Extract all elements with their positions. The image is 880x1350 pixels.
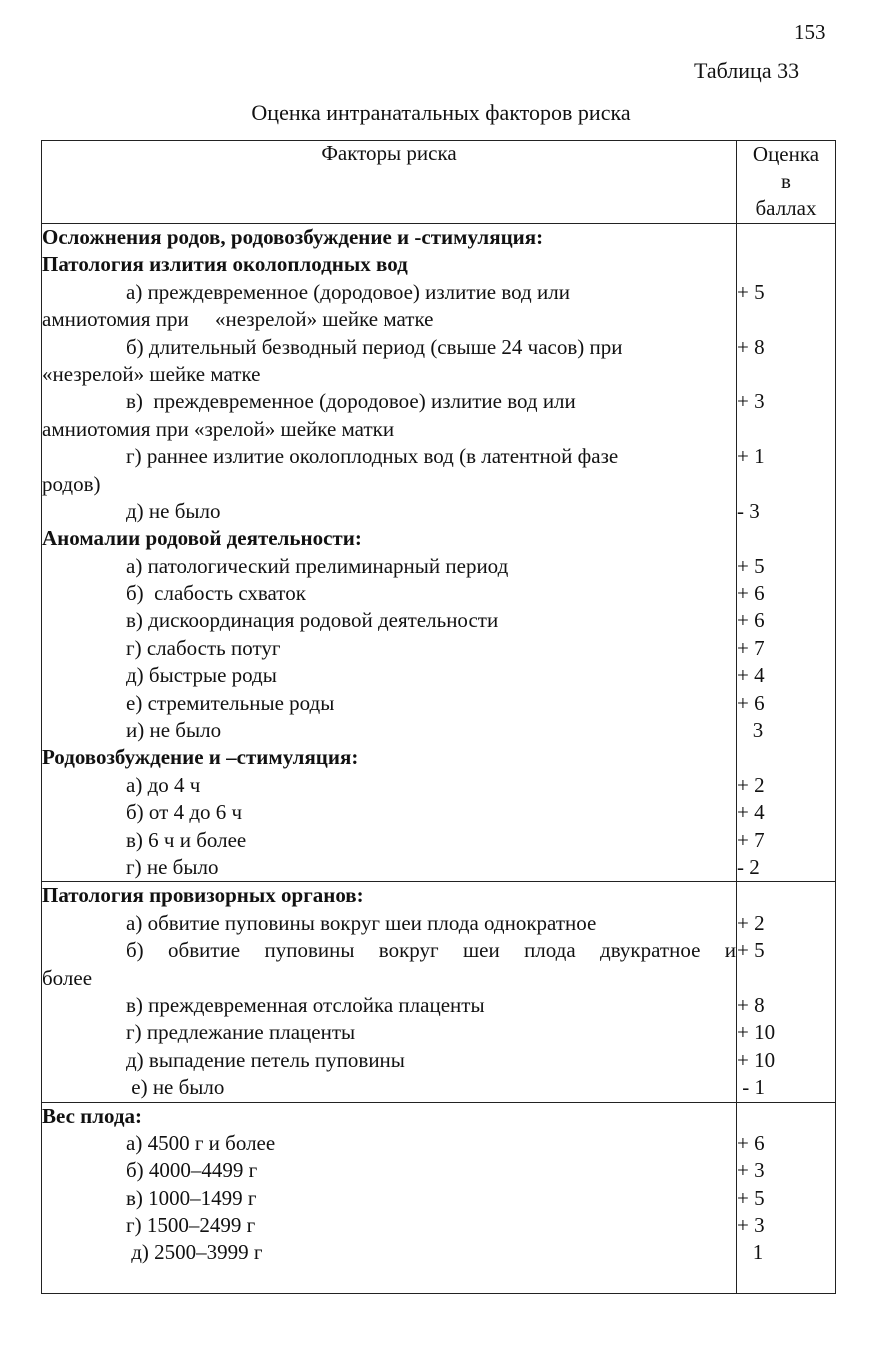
score-value xyxy=(737,416,835,443)
factor-line: г) не было xyxy=(126,854,219,879)
score-value: + 2 xyxy=(737,910,765,935)
factor-line: а) патологический прелиминарный период xyxy=(126,553,509,578)
factor-line: а) обвитие пуповины вокруг шеи плода однократное xyxy=(126,910,597,935)
score-value: + 5 xyxy=(737,279,765,304)
factor-line: амниотомия при «зрелой» шейке матки xyxy=(42,416,395,441)
score-value xyxy=(737,965,835,992)
score-value: + 5 xyxy=(737,938,765,963)
header-factors: Факторы риска xyxy=(42,141,737,224)
score-value: + 5 xyxy=(737,553,765,578)
factor-line: д) 2500–3999 г xyxy=(126,1240,263,1265)
factor-line: г) предлежание плаценты xyxy=(126,1020,356,1045)
score-value: + 7 xyxy=(737,635,765,660)
scores-cell xyxy=(737,1102,836,1293)
factor-line: более xyxy=(42,965,93,990)
score-value: + 7 xyxy=(737,827,765,852)
score-value xyxy=(737,471,835,498)
score-value: + 3 xyxy=(737,389,765,414)
factor-line: родов) xyxy=(42,471,101,496)
factor-line: и) не было xyxy=(126,718,222,743)
score-value: + 10 xyxy=(737,1020,776,1045)
factor-line: в) преждевременное (дородовое) излитие вод или xyxy=(126,389,576,414)
page-number: 153 xyxy=(794,20,826,44)
score-value: 1 xyxy=(737,1240,764,1265)
score-value: - 2 xyxy=(737,854,760,879)
factor-line: в) 6 ч и более xyxy=(126,827,247,852)
scores-cell xyxy=(737,224,836,882)
risk-factors-table xyxy=(41,140,836,1294)
factor-line: б) 4000–4499 г xyxy=(126,1158,258,1183)
header-score xyxy=(737,141,836,224)
factor-line: «незрелой» шейке матке xyxy=(42,361,261,386)
factor-line: б) длительный безводный период (свыше 24 часов) при xyxy=(126,334,623,359)
score-value: + 8 xyxy=(737,334,765,359)
score-value: - 3 xyxy=(737,498,760,523)
header-score-line: баллах xyxy=(755,196,817,220)
header-score-line: Оценка xyxy=(752,142,820,166)
factor-line: а) 4500 г и более xyxy=(126,1130,276,1155)
section-heading: Вес плода: xyxy=(42,1103,143,1128)
score-value xyxy=(737,744,835,771)
score-value: 3 xyxy=(737,718,764,743)
factor-line: а) преждевременное (дородовое) излитие вод или xyxy=(126,279,570,304)
factor-line: в) преждевременная отслойка плаценты xyxy=(126,992,485,1017)
score-value xyxy=(737,361,835,388)
score-value xyxy=(737,251,835,278)
score-value xyxy=(737,525,835,552)
section-row xyxy=(42,882,836,1102)
table-header-row xyxy=(42,141,836,224)
page-title: Оценка интранатальных факторов риска xyxy=(251,100,631,125)
factor-line: е) не было xyxy=(126,1075,225,1100)
section-row xyxy=(42,1102,836,1293)
factor-line: е) стремительные роды xyxy=(126,690,335,715)
section-row xyxy=(42,224,836,882)
section-heading: Родовозбуждение и –стимуляция: xyxy=(42,745,359,770)
factor-line: а) до 4 ч xyxy=(126,772,201,797)
score-value xyxy=(737,224,835,251)
factor-line: б) слабость схваток xyxy=(126,581,306,606)
factors-cell xyxy=(42,1102,737,1293)
factors-cell xyxy=(42,882,737,1102)
score-value: + 3 xyxy=(737,1213,765,1238)
score-value xyxy=(737,882,835,909)
score-value: + 3 xyxy=(737,1158,765,1183)
factors-cell xyxy=(42,224,737,882)
factor-line: д) быстрые роды xyxy=(126,663,277,688)
score-value: + 4 xyxy=(737,800,765,825)
section-heading: Аномалии родовой деятельности: xyxy=(42,526,362,551)
factor-line: б) от 4 до 6 ч xyxy=(126,800,243,825)
score-value: + 6 xyxy=(737,1130,765,1155)
scores-cell xyxy=(737,882,836,1102)
score-value: + 5 xyxy=(737,1185,765,1210)
section-heading: Осложнения родов, родовозбуждение и -стимуляция: xyxy=(42,225,544,249)
section-heading: Патология провизорных органов: xyxy=(42,883,364,908)
table-label: Таблица 33 xyxy=(694,58,800,83)
factor-line: амниотомия при «незрелой» шейке матке xyxy=(42,307,434,332)
factor-line: в) дискоординация родовой деятельности xyxy=(126,608,499,633)
factor-line: б) обвитие пуповины вокруг шеи плода двукратное и xyxy=(126,938,736,963)
section-heading: Патология излития околоплодных вод xyxy=(42,252,408,277)
factor-line: г) раннее излитие околоплодных вод (в латентной фазе xyxy=(126,444,619,469)
score-value: + 6 xyxy=(737,608,765,633)
score-value: - 1 xyxy=(737,1075,765,1100)
score-value: + 10 xyxy=(737,1047,776,1072)
factor-line: д) не было xyxy=(126,498,221,523)
score-value: + 6 xyxy=(737,690,765,715)
score-value: + 4 xyxy=(737,663,765,688)
factor-line: в) 1000–1499 г xyxy=(126,1185,257,1210)
score-value xyxy=(737,306,835,333)
factor-line: г) слабость потуг xyxy=(126,635,281,660)
score-value xyxy=(737,1103,835,1130)
score-value: + 2 xyxy=(737,772,765,797)
header-score-line: в xyxy=(781,169,791,193)
score-value: + 1 xyxy=(737,444,765,469)
score-value: + 6 xyxy=(737,581,765,606)
score-value: + 8 xyxy=(737,992,765,1017)
factor-line: г) 1500–2499 г xyxy=(126,1213,256,1238)
factor-line: д) выпадение петель пуповины xyxy=(126,1047,405,1072)
